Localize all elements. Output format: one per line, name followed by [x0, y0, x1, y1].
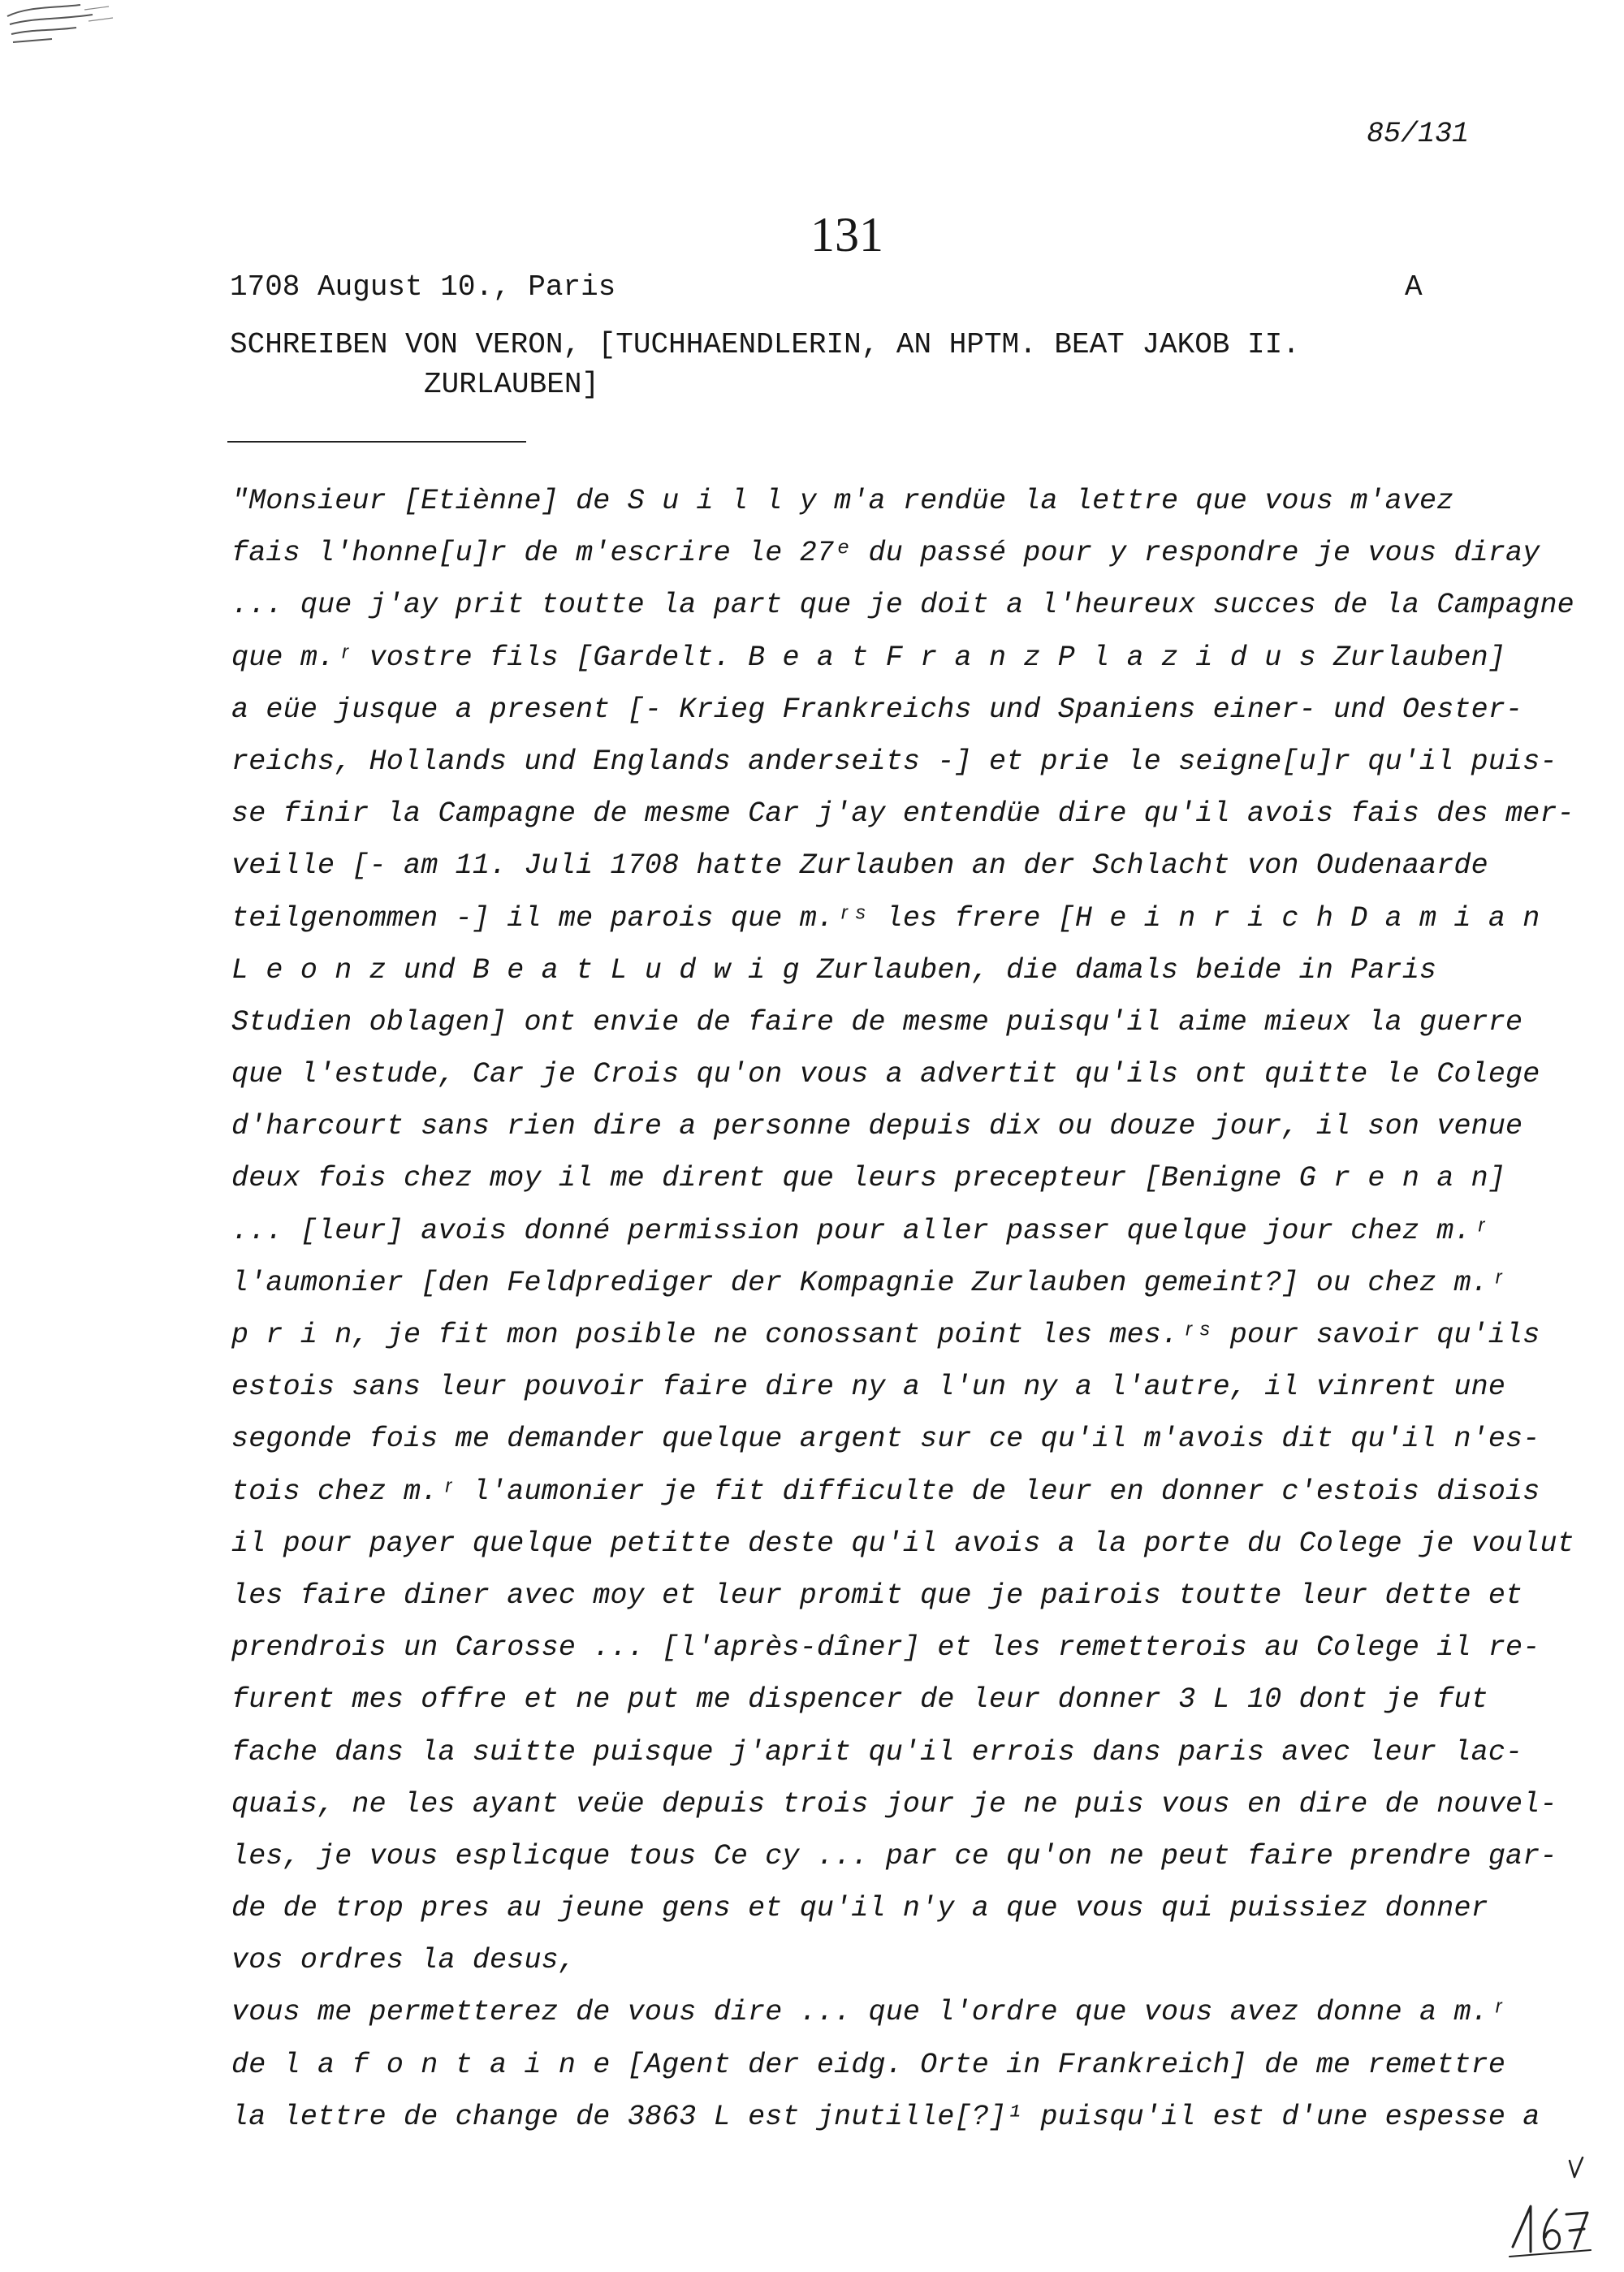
- body-line: vous me permetterez de vous dire ... que l'ordre que vous avez donne a m.ʳ: [231, 1996, 1506, 2029]
- body-line: ... que j'ay prit toutte la part que je doit a l'heureux succes de la Campagne: [231, 589, 1574, 622]
- body-line: les faire diner avec moy et leur promit que je pairois toutte leur dette et: [231, 1579, 1523, 1612]
- body-line: furent mes offre et ne put me dispencer de leur donner 3 L 10 dont je fut: [231, 1683, 1488, 1717]
- body-line: deux fois chez moy il me dirent que leurs precepteur [Benigne G r e n a n]: [231, 1162, 1506, 1195]
- body-line: L e o n z und B e a t L u d w i g Zurlauben, die damals beide in Paris: [231, 953, 1437, 987]
- separator-rule: [227, 441, 526, 443]
- document-title-line-1: SCHREIBEN VON VERON, [TUCHHAENDLERIN, AN HPTM. BEAT JAKOB II.: [230, 328, 1300, 361]
- body-line: "Monsieur [Etiènne] de S u i l l y m'a rendüe la lettre que vous m'avez: [231, 485, 1454, 517]
- body-line: a eüe jusque a present [- Krieg Frankreichs und Spaniens einer- und Oester-: [231, 693, 1523, 726]
- body-line: de de trop pres au jeune gens et qu'il n'y a que vous qui puissiez donner: [231, 1892, 1488, 1925]
- page-number: 85/131: [1367, 118, 1470, 150]
- body-line: fais l'honne[u]r de m'escrire le 27ᵉ du passé pour y respondre je vous diray: [231, 537, 1540, 570]
- body-line: d'harcourt sans rien dire a personne depuis dix ou douze jour, il son venue: [231, 1110, 1523, 1143]
- body-line: fache dans la suitte puisque j'aprit qu'il errois dans paris avec leur lac-: [231, 1735, 1523, 1769]
- date-place: 1708 August 10., Paris: [230, 270, 616, 304]
- body-line: de l a f o n t a i n e [Agent der eidg. Orte in Frankreich] de me remettre: [231, 2048, 1506, 2081]
- body-line: veille [- am 11. Juli 1708 hatte Zurlauben an der Schlacht von Oudenaarde: [231, 849, 1488, 883]
- body-line: p r i n, je fit mon posible ne conossant point les mes.ʳˢ pour savoir qu'ils: [231, 1319, 1540, 1351]
- body-line: ... [leur] avois donné permission pour aller passer quelque jour chez m.ʳ: [231, 1214, 1488, 1247]
- body-line: les, je vous esplicque tous Ce cy ... par ce qu'on ne peut faire prendre gar-: [231, 1839, 1557, 1872]
- letter-body: [231, 475, 1574, 2143]
- document-title-line-2: ZURLAUBEN]: [424, 368, 600, 401]
- body-line: Studien oblagen] ont envie de faire de mesme puisqu'il aime mieux la guerre: [231, 1005, 1523, 1039]
- handwritten-margin-note: [1506, 2156, 1596, 2261]
- body-line: tois chez m.ʳ l'aumonier je fit difficulte de leur en donner c'estois disois: [231, 1475, 1540, 1508]
- body-line: teilgenommen -] il me parois que m.ʳˢ les frere [H e i n r i c h D a m i a n: [231, 901, 1540, 935]
- document-number: 131: [810, 208, 883, 261]
- body-line: reichs, Hollands und Englands anderseits -] et prie le seigne[u]r qu'il puis-: [231, 745, 1557, 778]
- body-line: vos ordres la desus,: [231, 1944, 577, 1977]
- body-line: quais, ne les ayant veüe depuis trois jour je ne puis vous en dire de nouvel-: [231, 1787, 1557, 1821]
- body-line: l'aumonier [den Feldprediger der Kompagnie Zurlauben gemeint?] ou chez m.ʳ: [231, 1266, 1506, 1299]
- body-line: se finir la Campagne de mesme Car j'ay entendüe dire qu'il avois fais des mer-: [231, 797, 1574, 831]
- letter-code: A: [1405, 270, 1423, 304]
- scan-artifact-mark: [3, 0, 117, 57]
- body-line: segonde fois me demander quelque argent sur ce qu'il m'avois dit qu'il n'es-: [231, 1423, 1540, 1456]
- body-line: que l'estude, Car je Crois qu'on vous a advertit qu'ils ont quitte le Colege: [231, 1058, 1540, 1091]
- body-line: il pour payer quelque petitte deste qu'il avois a la porte du Colege je voulut: [231, 1527, 1574, 1560]
- body-line: prendrois un Carosse ... [l'après-dîner] et les remetterois au Colege il re-: [231, 1631, 1540, 1665]
- body-line: estois sans leur pouvoir faire dire ny a l'un ny a l'autre, il vinrent une: [231, 1371, 1506, 1404]
- body-line: la lettre de change de 3863 L est jnutille[?]¹ puisqu'il est d'une espesse a: [231, 2100, 1540, 2133]
- body-line: que m.ʳ vostre fils [Gardelt. B e a t F r a n z P l a z i d u s Zurlauben]: [231, 641, 1506, 674]
